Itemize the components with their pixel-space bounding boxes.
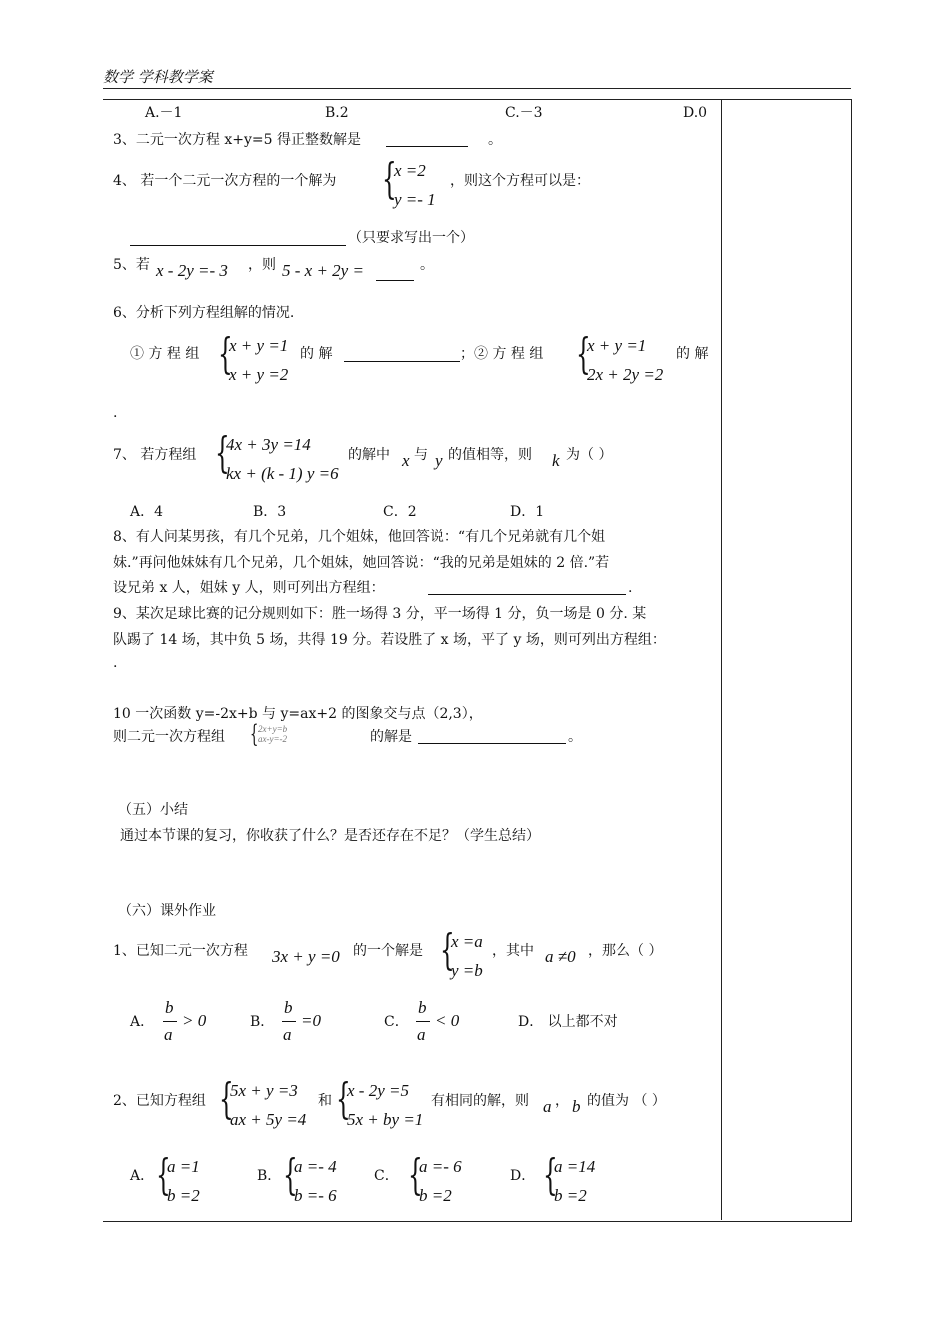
fraction-bar	[163, 1021, 177, 1022]
q7-and: 与	[414, 447, 428, 463]
q6-case2-eq2: 2x + 2y =2	[587, 365, 664, 384]
hw2-option-d-line1: a =14	[554, 1157, 596, 1176]
q6-text: 6、分析下列方程组解的情况.	[113, 305, 295, 321]
hw2-option-b-brace: {	[283, 1150, 298, 1199]
header-rule	[103, 88, 851, 89]
hw2-option-a-line1: a =1	[167, 1157, 200, 1176]
hw1-option-b-rel: =0	[301, 1011, 321, 1030]
hw2-brace-1: {	[219, 1074, 234, 1123]
q5-equation-given: x - 2y =- 3	[156, 261, 228, 280]
q9-line2: 队踢了 14 场，其中负 5 场，共得 19 分。若设胜了 x 场，平了 y 场，则可列出方程组：	[113, 632, 666, 648]
q9-line1: 9、某次足球比赛的记分规则如下：胜一场得 3 分，平一场得 1 分，负一场是 0 分. 某	[113, 606, 647, 622]
q7-prefix: 7、 若方程组	[113, 447, 197, 463]
q6-answer-dot: .	[113, 405, 118, 421]
hw2-option-c-line2: b =2	[419, 1186, 452, 1205]
q3-text: 3、二元一次方程 x+y=5 得正整数解是	[113, 132, 361, 148]
q8-line1: 8、有人问某男孩，有几个兄弟，几个姐妹，他回答说：“有几个兄弟就有几个姐	[113, 529, 606, 545]
hw1-prefix: 1、已知二元一次方程	[113, 943, 248, 959]
q6-case2-brace: {	[576, 329, 591, 378]
hw1-sol-line1: x =a	[451, 932, 483, 951]
q8-line2: 妹.”再问他妹妹有几个兄弟，几个姐妹，她回答说：“我的兄弟是姐妹的 2 倍.”若	[113, 555, 610, 571]
hw1-mid: 的一个解是	[353, 943, 423, 959]
hw1-option-b-label: B．	[250, 1014, 275, 1030]
fraction-numerator: b	[418, 998, 427, 1017]
hw1-sol-line2: y =b	[451, 961, 483, 980]
q7-brace: {	[215, 428, 230, 477]
q4-note: （只要求写出一个）	[348, 230, 474, 246]
hw2-var-b: b	[572, 1097, 581, 1116]
q7-eq1: 4x + 3y =14	[226, 435, 311, 454]
hw1-option-a-rel: > 0	[182, 1011, 207, 1030]
fraction-bar	[282, 1021, 296, 1022]
hw1-option-d: D． 以上都不对	[518, 1014, 618, 1030]
fraction-denominator: a	[164, 1025, 173, 1044]
column-separator	[721, 99, 722, 1220]
q4-tail: ，则这个方程可以是：	[450, 173, 590, 189]
q3-end: 。	[488, 132, 502, 148]
q10-line1: 10 一次函数 y=-2x+b 与 y=ax+2 的图象交与点（2,3），	[113, 706, 483, 722]
q10-brace: {	[250, 720, 259, 748]
section-summary-title: （五）小结	[118, 802, 188, 818]
q8-answer-blank	[428, 594, 626, 595]
hw2-option-b-line1: a =- 4	[294, 1157, 337, 1176]
q10-eq2: ax-y=-2	[258, 734, 288, 744]
hw1-option-c-label: C．	[384, 1014, 409, 1030]
hw2-and: 和	[318, 1093, 332, 1109]
fraction-denominator: a	[417, 1025, 426, 1044]
q7-var-x: x	[402, 451, 410, 470]
hw2-prefix: 2、已知方程组	[113, 1093, 206, 1109]
q6-case1-label: ① 方 程 组	[130, 346, 200, 362]
q6-case1-blank	[344, 361, 460, 362]
q7-option-d: D．1	[510, 504, 545, 520]
hw2-option-b-label: B．	[257, 1168, 282, 1184]
section-summary-body: 通过本节课的复习，你收获了什么？是否还存在不足？（学生总结）	[120, 828, 540, 844]
q8-end: .	[628, 580, 633, 596]
q7-option-a: A．4	[130, 504, 164, 520]
hw2-option-b-line2: b =- 6	[294, 1186, 337, 1205]
q5-mid: ，则	[248, 257, 276, 273]
q5-equation-target: 5 - x + 2y =	[282, 261, 364, 280]
hw2-sys1-eq2: ax + 5y =4	[230, 1110, 307, 1129]
hw1-tail: ，那么（ ）	[588, 943, 663, 959]
q7-option-c: C．2	[383, 504, 417, 520]
hw2-var-a: a	[543, 1097, 552, 1116]
hw1-condition: a ≠0	[545, 947, 576, 966]
hw2-option-d-brace: {	[543, 1150, 558, 1199]
fraction-numerator: b	[284, 998, 293, 1017]
q7-var-y: y	[435, 451, 443, 470]
hw2-mid: 有相同的解，则	[431, 1093, 529, 1109]
q4-text: 4、 若一个二元一次方程的一个解为	[113, 173, 337, 189]
q5-end: 。	[420, 257, 434, 273]
q10-eq1: 2x+y=b	[258, 724, 288, 734]
q9-answer-dot: .	[113, 655, 118, 671]
hw2-option-d-label: D．	[510, 1168, 536, 1184]
q10-answer-blank	[418, 743, 566, 744]
q10-end: 。	[568, 729, 582, 745]
q4-answer-blank	[130, 245, 346, 246]
q4-sys-line1: x =2	[394, 161, 426, 180]
hw2-sys2-eq1: x - 2y =5	[347, 1081, 409, 1100]
page-header-title: 数学 学科教学案	[103, 68, 213, 86]
q7-eq2: kx + (k - 1) y =6	[226, 464, 339, 483]
q8-line3: 设兄弟 x 人，姐妹 y 人，则可列出方程组：	[113, 580, 385, 596]
hw2-sys1-eq1: 5x + y =3	[230, 1081, 298, 1100]
q6-case1-eq2: x + y =2	[229, 365, 289, 384]
q2-option-c: C.－3	[505, 105, 543, 121]
q3-answer-blank	[386, 146, 468, 147]
q7-mid1: 的解中	[348, 447, 390, 463]
hw1-brace: {	[440, 925, 455, 974]
q6-case2-of: 的 解	[676, 346, 709, 362]
hw1-option-c-rel: < 0	[435, 1011, 460, 1030]
hw1-option-a-label: A．	[130, 1014, 155, 1030]
hw2-option-c-brace: {	[408, 1150, 423, 1199]
fraction-bar	[416, 1021, 430, 1022]
hw2-tail: 的值为 （ ）	[587, 1093, 666, 1109]
q2-option-d: D.0	[683, 105, 708, 121]
q7-option-b: B．3	[253, 504, 287, 520]
q5-prefix: 5、若	[113, 257, 150, 273]
hw2-brace-2: {	[336, 1074, 351, 1123]
q4-sys-line2: y =- 1	[394, 190, 436, 209]
q5-answer-blank	[376, 280, 414, 281]
section-homework-title: （六）课外作业	[118, 903, 216, 919]
hw2-option-c-line1: a =- 6	[419, 1157, 462, 1176]
q7-tail: 为（ ）	[566, 447, 613, 463]
hw2-option-a-brace: {	[156, 1150, 171, 1199]
q10-line2: 则二元一次方程组	[113, 729, 225, 745]
hw1-equation: 3x + y =0	[272, 947, 340, 966]
q10-mid: 的解是	[370, 729, 412, 745]
q4-brace: {	[382, 154, 397, 203]
q7-var-k: k	[552, 451, 560, 470]
hw1-mid2: ，其中	[492, 943, 534, 959]
hw2-option-a-line2: b =2	[167, 1186, 200, 1205]
hw2-option-d-line2: b =2	[554, 1186, 587, 1205]
q2-option-b: B.2	[325, 105, 349, 121]
q7-mid2: 的值相等，则	[448, 447, 532, 463]
q6-case1-of: 的 解	[300, 346, 333, 362]
hw2-comma: ，	[555, 1093, 569, 1109]
q6-case2-label: ；② 方 程 组	[460, 346, 544, 362]
q2-option-a: A.－1	[145, 105, 183, 121]
q6-case1-eq1: x + y =1	[229, 336, 289, 355]
q6-case1-brace: {	[218, 329, 233, 378]
q6-case2-eq1: x + y =1	[587, 336, 647, 355]
hw2-sys2-eq2: 5x + by =1	[347, 1110, 424, 1129]
hw2-option-a-label: A．	[130, 1168, 155, 1184]
fraction-numerator: b	[165, 998, 174, 1017]
hw2-option-c-label: C．	[374, 1168, 399, 1184]
fraction-denominator: a	[283, 1025, 292, 1044]
